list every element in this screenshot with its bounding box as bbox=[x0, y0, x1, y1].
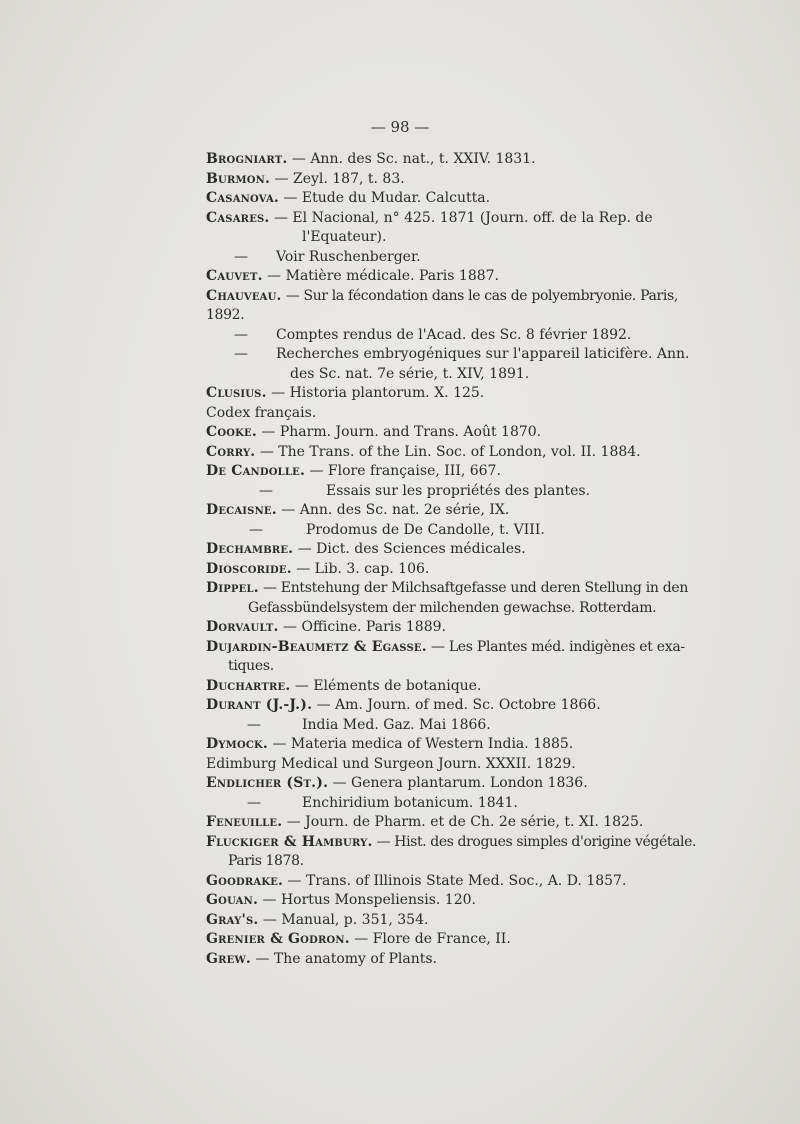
reference-text: — Etude du Mudar. Calcutta. bbox=[278, 190, 491, 206]
ditto-dash: — bbox=[249, 521, 263, 538]
reference-entry bbox=[206, 209, 706, 248]
reference-entry bbox=[206, 755, 706, 775]
reference-entry bbox=[206, 287, 706, 326]
reference-entry bbox=[206, 267, 706, 287]
reference-entry bbox=[206, 579, 706, 618]
reference-text: — Matière médicale. Paris 1887. bbox=[262, 268, 499, 284]
reference-text: — Hortus Monspeliensis. 120. bbox=[258, 892, 476, 908]
reference-text: — Entstehung der Milchsaftgefasse und deren Stellung in den bbox=[258, 580, 689, 596]
reference-author: Clusius. bbox=[206, 385, 267, 401]
reference-author: Grenier & Godron. bbox=[206, 931, 350, 947]
reference-entry bbox=[206, 638, 706, 677]
reference-text: — Trans. of Illinois State Med. Soc., A. D. 1857. bbox=[283, 872, 627, 889]
reference-author: Grew. bbox=[206, 950, 251, 967]
reference-text: — Am. Journ. of med. Sc. Octobre 1866. bbox=[312, 697, 601, 713]
reference-text: — Dict. des Sciences médicales. bbox=[293, 541, 526, 557]
reference-author: Durant (J.-J.). bbox=[206, 697, 313, 713]
reference-author: Chauveau. bbox=[206, 287, 282, 304]
ditto-dash: — bbox=[234, 248, 248, 265]
reference-entry bbox=[206, 618, 706, 638]
reference-entry bbox=[206, 423, 706, 443]
reference-text: Edimburg Medical und Surgeon Journ. XXXII. 1829. bbox=[206, 755, 576, 772]
reference-text: — Eléments de botanique. bbox=[290, 677, 482, 694]
reference-continuation: tiques. bbox=[228, 658, 274, 674]
reference-entry bbox=[206, 482, 706, 502]
ditto-dash: — bbox=[234, 326, 248, 343]
reference-text: — Journ. de Pharm. et de Ch. 2e série, t. XI. 1825. bbox=[282, 814, 644, 830]
reference-text: — Materia medica of Western India. 1885. bbox=[267, 736, 574, 752]
reference-entry bbox=[206, 560, 706, 580]
reference-entry bbox=[206, 950, 706, 970]
reference-entry bbox=[206, 911, 706, 931]
reference-text: — Historia plantorum. X. 125. bbox=[266, 385, 485, 401]
reference-text: — Ann. des Sc. nat., t. XXIV. 1831. bbox=[287, 151, 536, 167]
reference-text: — Hist. des drogues simples d'origine végétale. bbox=[372, 833, 697, 850]
reference-entry bbox=[206, 345, 706, 384]
ditto-dash: — bbox=[259, 482, 273, 499]
reference-text: — The anatomy of Plants. bbox=[251, 950, 437, 967]
reference-author: Feneuille. bbox=[206, 814, 283, 830]
reference-author: Endlicher (St.). bbox=[206, 775, 329, 791]
reference-entry bbox=[206, 170, 706, 190]
reference-author: Dippel. bbox=[206, 580, 259, 596]
reference-text: — Pharm. Journ. and Trans. Août 1870. bbox=[256, 424, 542, 440]
reference-author: Gray's. bbox=[206, 911, 259, 928]
reference-text: — Officine. Paris 1889. bbox=[278, 619, 446, 635]
reference-entry bbox=[206, 404, 706, 424]
reference-author: Dioscoride. bbox=[206, 560, 292, 577]
ditto-dash: — bbox=[234, 346, 248, 362]
reference-text: — Ann. des Sc. nat. 2e série, IX. bbox=[276, 502, 510, 518]
reference-list bbox=[206, 150, 706, 969]
reference-text: India Med. Gaz. Mai 1866. bbox=[302, 716, 491, 733]
reference-text: Codex français. bbox=[206, 404, 317, 421]
reference-text: Prodomus de De Candolle, t. VIII. bbox=[306, 521, 545, 538]
reference-entry bbox=[206, 384, 706, 404]
reference-continuation: Paris 1878. bbox=[228, 853, 304, 869]
page-number: — 98 — bbox=[370, 118, 430, 136]
reference-author: Dymock. bbox=[206, 736, 268, 752]
reference-text: Recherches embryogéniques sur l'appareil laticifère. Ann. bbox=[276, 346, 690, 362]
reference-author: Casanova. bbox=[206, 190, 279, 206]
reference-entry bbox=[206, 189, 706, 209]
reference-entry bbox=[206, 794, 706, 814]
reference-entry bbox=[206, 891, 706, 911]
reference-author: Gouan. bbox=[206, 892, 259, 908]
reference-entry bbox=[206, 540, 706, 560]
reference-entry bbox=[206, 833, 706, 872]
reference-author: Dorvault. bbox=[206, 619, 279, 635]
reference-text: — Manual, p. 351, 354. bbox=[258, 911, 429, 928]
reference-author: Cooke. bbox=[206, 424, 257, 440]
reference-text: Essais sur les propriétés des plantes. bbox=[326, 482, 591, 499]
reference-author: Cauvet. bbox=[206, 268, 263, 284]
reference-author: Dechambre. bbox=[206, 541, 294, 557]
reference-author: De Candolle. bbox=[206, 463, 306, 479]
reference-entry bbox=[206, 462, 706, 482]
reference-text: — Genera plantarum. London 1836. bbox=[328, 775, 588, 791]
reference-entry bbox=[206, 872, 706, 892]
reference-entry bbox=[206, 813, 706, 833]
reference-text: — Lib. 3. cap. 106. bbox=[291, 560, 430, 577]
reference-continuation: Gefassbündelsystem der milchenden gewachse. Rotterdam. bbox=[248, 599, 657, 616]
reference-author: Decaisne. bbox=[206, 502, 277, 518]
reference-author: Dujardin-Beaumetz & Egasse. bbox=[206, 638, 427, 655]
reference-author: Casares. bbox=[206, 209, 270, 226]
reference-entry bbox=[206, 248, 706, 268]
reference-text: Voir Ruschenberger. bbox=[276, 248, 421, 265]
reference-entry bbox=[206, 677, 706, 697]
reference-text: — Flore de France, II. bbox=[349, 931, 511, 947]
reference-entry bbox=[206, 501, 706, 521]
reference-entry bbox=[206, 696, 706, 716]
reference-author: Burmon. bbox=[206, 170, 271, 187]
reference-text: — Zeyl. 187, t. 83. bbox=[270, 170, 405, 187]
reference-text: — Sur la fécondation dans le cas de polyembryonie. Paris, 1892. bbox=[206, 287, 678, 323]
ditto-dash: — bbox=[247, 794, 261, 811]
reference-entry bbox=[206, 930, 706, 950]
reference-text: — Les Plantes méd. indigènes et exa- bbox=[426, 638, 685, 655]
reference-text: — El Nacional, n° 425. 1871 (Journ. off. de la Rep. de bbox=[269, 209, 653, 226]
reference-text: — The Trans. of the Lin. Soc. of London, vol. II. 1884. bbox=[255, 443, 641, 460]
reference-entry bbox=[206, 774, 706, 794]
reference-continuation: des Sc. nat. 7e série, t. XIV, 1891. bbox=[290, 365, 530, 382]
reference-entry bbox=[206, 735, 706, 755]
reference-author: Brogniart. bbox=[206, 151, 288, 167]
reference-author: Fluckiger & Hambury. bbox=[206, 833, 373, 850]
reference-entry bbox=[206, 326, 706, 346]
reference-continuation: l'Equateur). bbox=[302, 229, 387, 245]
reference-entry bbox=[206, 521, 706, 541]
reference-author: Duchartre. bbox=[206, 677, 291, 694]
reference-entry bbox=[206, 716, 706, 736]
reference-text: Comptes rendus de l'Acad. des Sc. 8 février 1892. bbox=[276, 326, 632, 343]
reference-entry bbox=[206, 443, 706, 463]
reference-text: — Flore française, III, 667. bbox=[305, 463, 501, 479]
reference-author: Goodrake. bbox=[206, 872, 284, 889]
reference-author: Corry. bbox=[206, 443, 256, 460]
reference-entry bbox=[206, 150, 706, 170]
ditto-dash: — bbox=[247, 716, 261, 733]
reference-text: Enchiridium botanicum. 1841. bbox=[302, 794, 518, 811]
